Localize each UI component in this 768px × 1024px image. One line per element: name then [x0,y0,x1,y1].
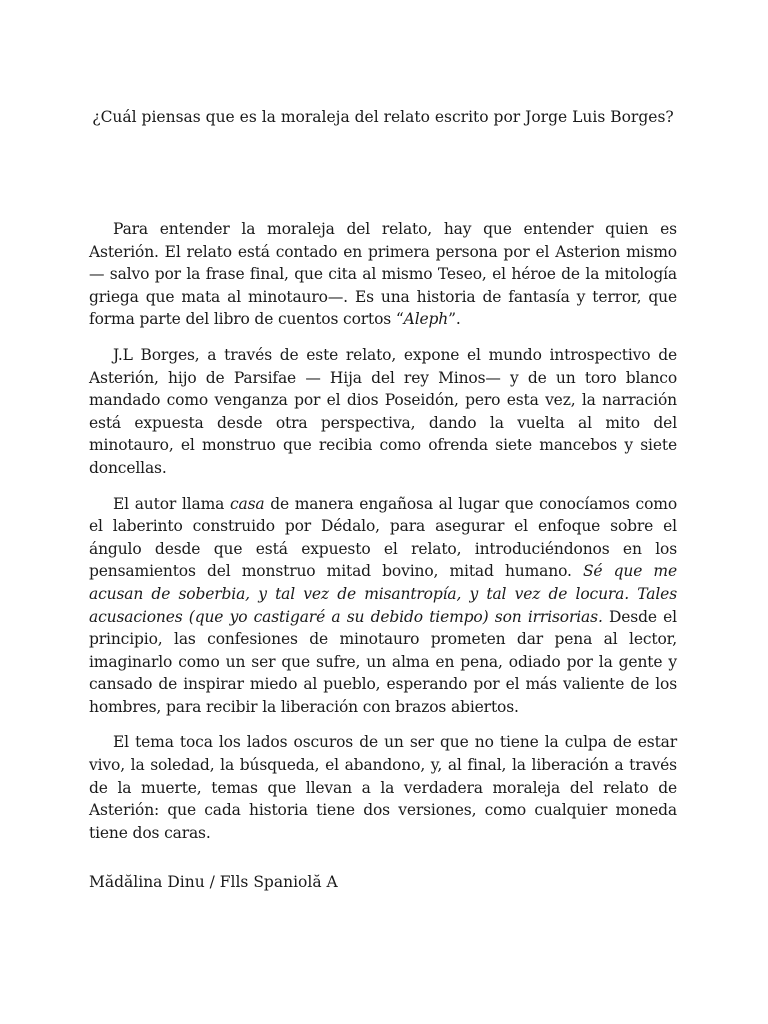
question-heading: ¿Cuál piensas que es la moraleja del relato escrito por Jorge Luis Borges? [92,108,674,126]
book-title-aleph: Aleph [403,310,449,329]
document-page [89,0,677,1024]
paragraph-segment: de manera engañosa al lugar que conocíamos como el laberinto construido por Dédalo, para asegurar el enfoque sobre el ángulo desde que está expuesto el relato, introduciéndonos en los pensamientos del monstruo mitad bovino, mitad humano. [89,494,678,581]
paragraph-segment: Para entender la moraleja del relato, hay que entender quien es Asterión. El relato está contado en primera persona por el Asterion mismo — salvo por la frase final, que cita al mismo Teseo, el héroe de la mitología griega que mata al minotauro—. Es una historia de fantasía y terror, que forma parte del libro de cuentos cortos “ [89,220,677,329]
paragraph-segment: El autor llama [113,494,230,513]
author-signature: Mădălina Dinu / Flls Spaniolă A [89,873,338,891]
paragraph-3 [89,493,677,719]
paragraph-2 [89,344,677,480]
paragraph-segment: El tema toca los lados oscuros de un ser que no tiene la culpa de estar vivo, la soledad, la búsqueda, el abandono, y, al final, la liberación a través de la muerte, temas que llevan a la verdadera moraleja del relato de Asterión: que cada historia tiene dos versiones, como cualquier moneda tiene dos caras. [89,733,677,842]
paragraph-segment: J.L Borges, a través de este relato, expone el mundo introspectivo de Asterión, hijo de Parsifae — Hija del rey Minos— y de un toro blanco mandado como venganza por el dios Poseidón, pero esta vez, la narración está expuesta desde otra perspectiva, dando la vuelta al mito del minotauro, el monstruo que recibia como ofrenda siete mancebos y siete doncellas. [89,345,677,477]
essay-body [89,218,677,857]
paragraph-segment: Desde el principio, las confesiones de minotauro prometen dar pena al lector, imaginarlo como un ser que sufre, un alma en pena, odiado por la gente y cansado de inspirar miedo al pueblo, esperando por el más valiente de los hombres, para recibir la liberación con brazos abiertos. [89,607,677,716]
paragraph-1 [89,218,677,331]
italic-word-casa: casa [229,494,265,513]
italic-quote: Sé que me acusan de soberbia, y tal vez de misantropía, y tal vez de locura. Tales acusaciones (que yo castigaré a su debido tiempo) son irrisorias. [89,562,677,626]
paragraph-4 [89,731,677,844]
paragraph-segment: ”. [448,310,461,329]
